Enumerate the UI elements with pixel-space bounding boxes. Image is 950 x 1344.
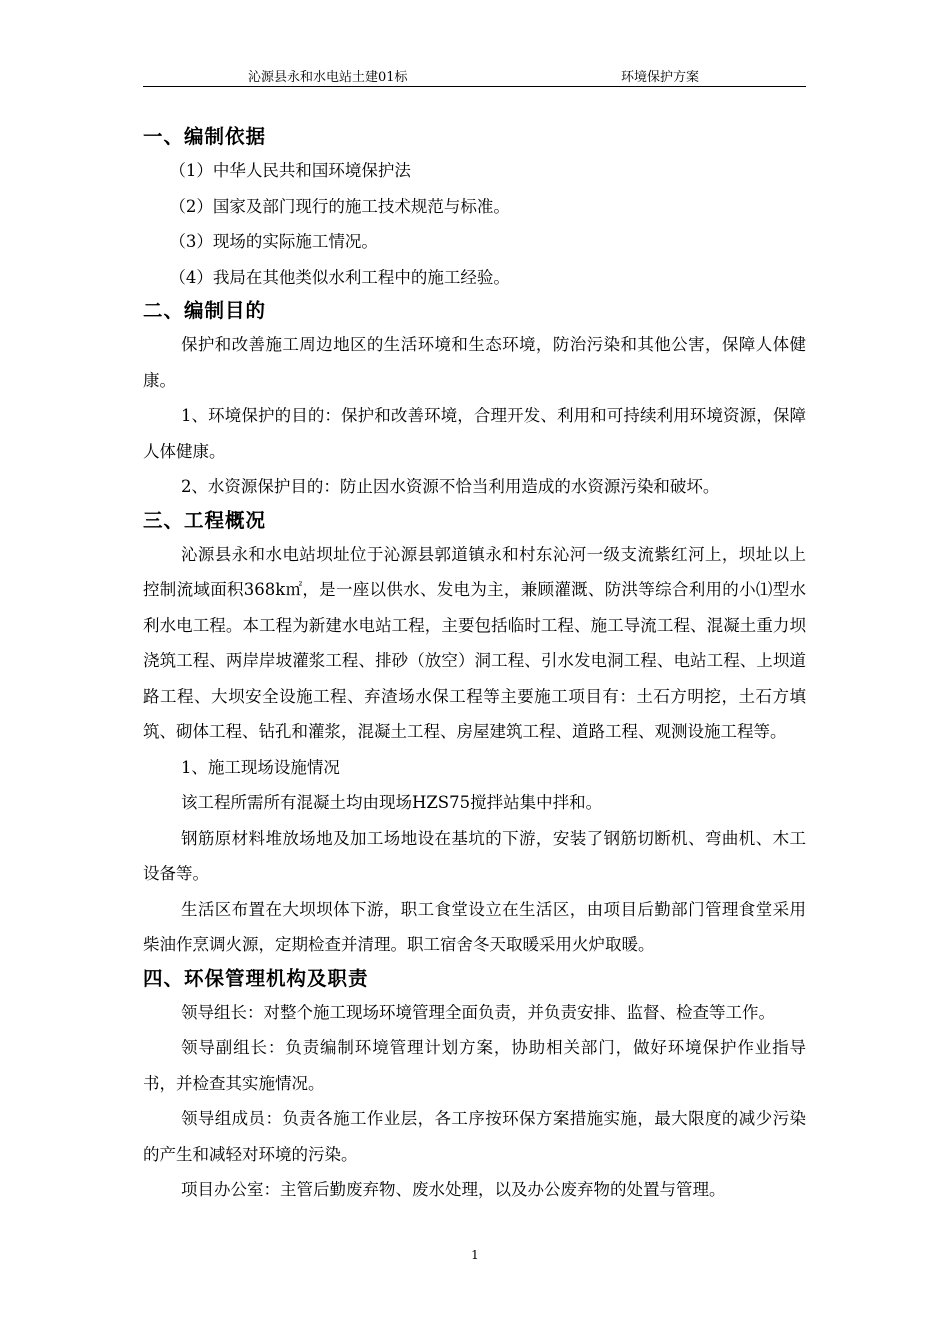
s2-paragraph-2: 1、环境保护的目的：保护和改善环境，合理开发、利用和可持续利用环境资源，保障人体健康。 bbox=[143, 406, 806, 461]
s1-item-1: （1）中华人民共和国环境保护法 bbox=[169, 161, 411, 180]
s3-subheading-facilities: 1、施工现场设施情况 bbox=[180, 757, 340, 777]
page-header bbox=[143, 62, 806, 87]
s4-paragraph-2: 领导副组长：负责编制环境管理计划方案，协助相关部门，做好环境保护作业指导书，并检查其实施情况。 bbox=[143, 1038, 806, 1093]
section-4-heading: 四、环保管理机构及职责 bbox=[143, 966, 369, 990]
section-1-heading: 一、编制依据 bbox=[143, 125, 267, 148]
s1-item-4: （4）我局在其他类似水利工程中的施工经验。 bbox=[169, 267, 510, 287]
section-2-heading: 二、编制目的 bbox=[143, 299, 267, 322]
s4-paragraph-3: 领导组成员：负责各施工作业层，各工序按环保方案措施实施，最大限度的减少污染的产生和减轻对环境的污染。 bbox=[143, 1109, 806, 1164]
s3-paragraph-3: 钢筋原材料堆放场地及加工场地设在基坑的下游，安装了钢筋切断机、弯曲机、木工设备等。 bbox=[143, 828, 806, 883]
s1-item-2: （2）国家及部门现行的施工技术规范与标准。 bbox=[169, 196, 510, 216]
s1-item-3: （3）现场的实际施工情况。 bbox=[169, 232, 378, 251]
section-3-heading: 三、工程概况 bbox=[143, 508, 267, 532]
header-project-name: 沁源县永和水电站土建01标 bbox=[248, 70, 408, 85]
s2-paragraph-1: 保护和改善施工周边地区的生活环境和生态环境，防治污染和其他公害，保障人体健康。 bbox=[143, 335, 806, 390]
s3-paragraph-1: 沁源县永和水电站坝址位于沁源县郭道镇永和村东沁河一级支流紫红河上，坝址以上控制流域面积368k㎡，是一座以供水、发电为主，兼顾灌溉、防洪等综合利用的小⑴型水利水电工程。本工程为新建水电站工程，主要包括临时工程、施工导流工程、混凝土重力坝浇筑工程、两岸岸坡灌浆工程、排砂（放空）洞工程、引水发电洞工程、电站工程、上坝道路工程、大坝安全设施工程、弃渣场水保工程等主要施工项目有：土石方明挖，土石方填筑、砌体工程、钻孔和灌浆，混凝土工程、房屋建筑工程、道路工程、观测设施工程等。 bbox=[143, 544, 806, 741]
header-document-title: 环境保护方案 bbox=[621, 70, 700, 85]
s2-paragraph-3: 2、水资源保护目的：防止因水资源不恰当利用造成的水资源污染和破坏。 bbox=[180, 477, 720, 496]
s4-paragraph-4: 项目办公室：主管后勤废弃物、废水处理，以及办公废弃物的处置与管理。 bbox=[180, 1180, 726, 1199]
document-body bbox=[143, 121, 806, 1208]
page-number: 1 bbox=[471, 1248, 479, 1262]
s3-paragraph-4: 生活区布置在大坝坝体下游，职工食堂设立在生活区，由项目后勤部门管理食堂采用柴油作烹调火源，定期检查并清理。职工宿舍冬天取暖采用火炉取暖。 bbox=[143, 899, 806, 954]
s3-paragraph-2: 该工程所需所有混凝土均由现场HZS75搅拌站集中拌和。 bbox=[180, 793, 603, 812]
s4-paragraph-1: 领导组长：对整个施工现场环境管理全面负责，并负责安排、监督、检查等工作。 bbox=[180, 1002, 775, 1022]
